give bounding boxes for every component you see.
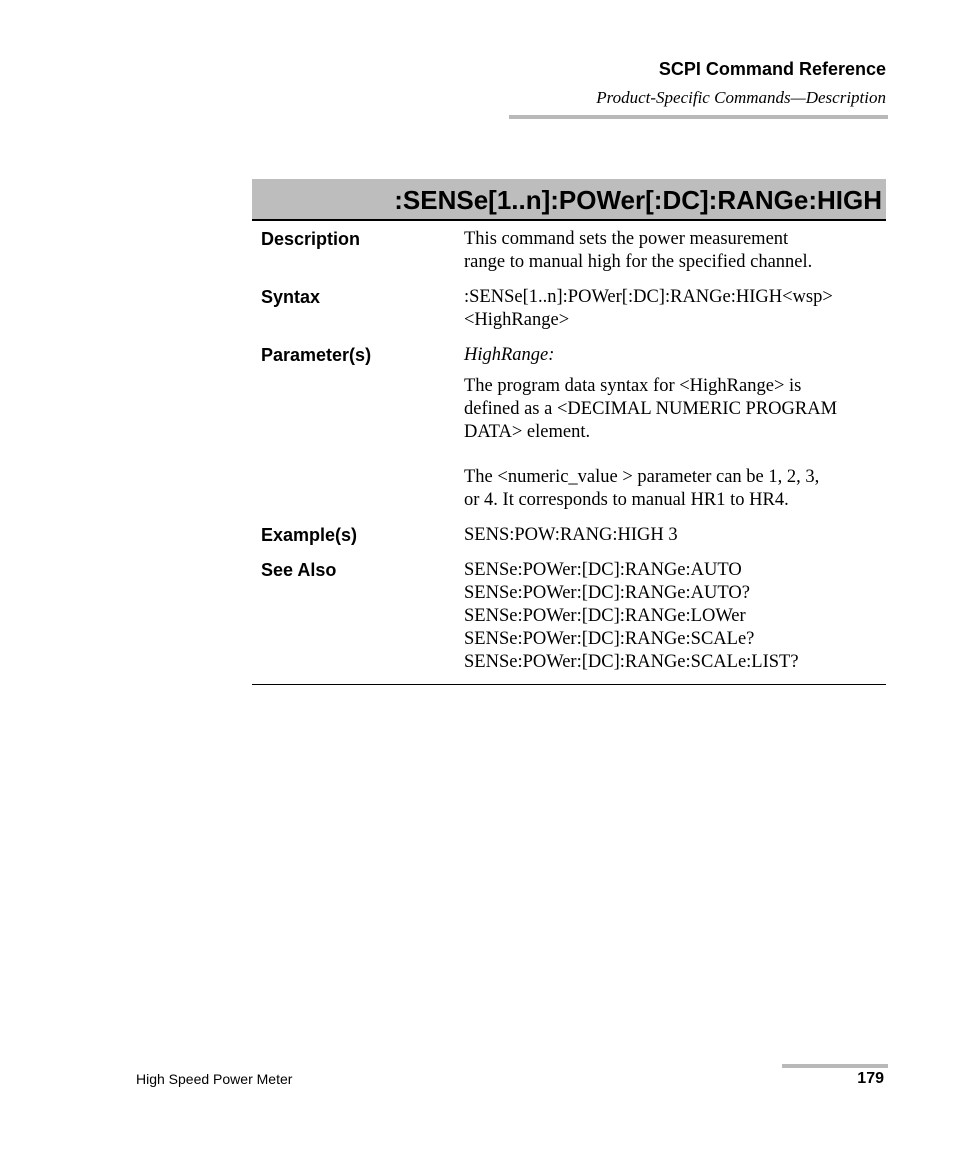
see-also-item: SENSe:POWer:[DC]:RANGe:AUTO? xyxy=(464,583,750,603)
parameter-line: The program data syntax for <HighRange> is xyxy=(464,376,802,396)
parameters-label: Parameter(s) xyxy=(261,345,372,365)
description-line: This command sets the power measurement xyxy=(464,229,789,249)
parameters-row xyxy=(252,344,886,524)
syntax-row xyxy=(252,286,886,344)
see-also-label: See Also xyxy=(261,560,337,580)
parameter-line: The <numeric_value > parameter can be 1, 2, 3, xyxy=(464,467,820,487)
syntax-text xyxy=(464,286,886,344)
see-also-item: SENSe:POWer:[DC]:RANGe:SCALe? xyxy=(464,629,755,649)
see-also-row xyxy=(252,559,886,686)
syntax-line: :SENSe[1..n]:POWer[:DC]:RANGe:HIGH<wsp> xyxy=(464,287,833,307)
see-also-list xyxy=(464,559,886,686)
parameter-line: DATA> element. xyxy=(464,422,591,442)
section-title: Product-Specific Commands—Description xyxy=(596,88,886,107)
header-rule xyxy=(509,115,888,119)
footer-product-name: High Speed Power Meter xyxy=(136,1071,293,1087)
description-label: Description xyxy=(261,229,361,249)
see-also-item: SENSe:POWer:[DC]:RANGe:LOWer xyxy=(464,606,746,626)
parameter-name: HighRange: xyxy=(464,345,555,365)
description-text xyxy=(464,228,886,286)
chapter-title: SCPI Command Reference xyxy=(658,59,886,79)
page-number: 179 xyxy=(857,1070,884,1087)
command-block xyxy=(252,179,886,685)
parameter-line: defined as a <DECIMAL NUMERIC PROGRAM xyxy=(464,399,838,419)
parameters-text xyxy=(464,344,886,524)
see-also-item: SENSe:POWer:[DC]:RANGe:AUTO xyxy=(464,560,742,580)
example-text: SENS:POW:RANG:HIGH 3 xyxy=(464,525,678,545)
command-end-rule xyxy=(252,684,886,685)
command-title: :SENSe[1..n]:POWer[:DC]:RANGe:HIGH xyxy=(252,179,886,221)
examples-row xyxy=(252,524,886,559)
parameter-line: or 4. It corresponds to manual HR1 to HR4. xyxy=(464,490,789,510)
syntax-line: <HighRange> xyxy=(464,310,570,330)
description-line: range to manual high for the specified channel. xyxy=(464,252,813,272)
running-header xyxy=(596,58,886,109)
syntax-label: Syntax xyxy=(261,287,321,307)
examples-label: Example(s) xyxy=(261,525,358,545)
description-row xyxy=(252,228,886,286)
command-details-table xyxy=(252,228,886,686)
see-also-item: SENSe:POWer:[DC]:RANGe:SCALe:LIST? xyxy=(464,652,799,672)
footer-rule xyxy=(782,1064,888,1068)
